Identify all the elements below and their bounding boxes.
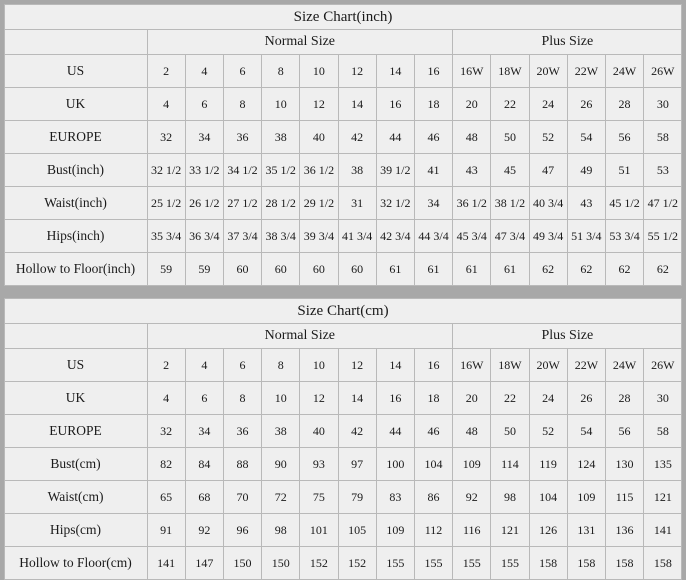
cell-value: 18 bbox=[414, 382, 452, 415]
cell-value: 4 bbox=[185, 349, 223, 382]
cell-value: 36 3/4 bbox=[185, 220, 223, 253]
cell-value: 70 bbox=[223, 481, 261, 514]
cell-value: 38 bbox=[262, 121, 300, 154]
cell-value: 51 3/4 bbox=[567, 220, 605, 253]
cell-value: 79 bbox=[338, 481, 376, 514]
chart-title-row bbox=[4, 5, 682, 30]
cell-value: 141 bbox=[644, 514, 682, 547]
cell-value: 10 bbox=[300, 349, 338, 382]
cell-value: 88 bbox=[223, 448, 261, 481]
row-label: Hollow to Floor(inch) bbox=[4, 253, 147, 286]
cell-value: 61 bbox=[491, 253, 529, 286]
cell-value: 121 bbox=[491, 514, 529, 547]
cell-value: 22W bbox=[567, 349, 605, 382]
cell-value: 36 1/2 bbox=[300, 154, 338, 187]
cell-value: 115 bbox=[605, 481, 643, 514]
cell-value: 56 bbox=[605, 415, 643, 448]
cell-value: 62 bbox=[567, 253, 605, 286]
cell-value: 31 bbox=[338, 187, 376, 220]
cell-value: 109 bbox=[376, 514, 414, 547]
cell-value: 26 bbox=[567, 382, 605, 415]
cell-value: 16 bbox=[376, 88, 414, 121]
cell-value: 32 bbox=[147, 415, 185, 448]
table-row bbox=[4, 514, 682, 547]
cell-value: 121 bbox=[644, 481, 682, 514]
cell-value: 62 bbox=[644, 253, 682, 286]
cell-value: 6 bbox=[223, 55, 261, 88]
cell-value: 59 bbox=[147, 253, 185, 286]
table-row bbox=[4, 220, 682, 253]
cell-value: 51 bbox=[605, 154, 643, 187]
cell-value: 16 bbox=[376, 382, 414, 415]
cell-value: 20W bbox=[529, 349, 567, 382]
table-row bbox=[4, 415, 682, 448]
cell-value: 101 bbox=[300, 514, 338, 547]
cell-value: 18W bbox=[491, 55, 529, 88]
cell-value: 44 bbox=[376, 121, 414, 154]
cell-value: 46 bbox=[414, 415, 452, 448]
cell-value: 62 bbox=[529, 253, 567, 286]
cell-value: 48 bbox=[453, 415, 491, 448]
chart-title: Size Chart(cm) bbox=[4, 299, 682, 324]
row-label: UK bbox=[4, 382, 147, 415]
cell-value: 91 bbox=[147, 514, 185, 547]
cell-value: 33 1/2 bbox=[185, 154, 223, 187]
cell-value: 141 bbox=[147, 547, 185, 580]
cell-value: 131 bbox=[567, 514, 605, 547]
chart-gap bbox=[0, 286, 686, 294]
cell-value: 44 3/4 bbox=[414, 220, 452, 253]
group-header-row bbox=[4, 30, 682, 55]
cell-value: 30 bbox=[644, 382, 682, 415]
cell-value: 24W bbox=[605, 349, 643, 382]
cell-value: 49 3/4 bbox=[529, 220, 567, 253]
cell-value: 49 bbox=[567, 154, 605, 187]
cell-value: 158 bbox=[644, 547, 682, 580]
cell-value: 105 bbox=[338, 514, 376, 547]
cell-value: 16W bbox=[453, 55, 491, 88]
cell-value: 34 bbox=[185, 415, 223, 448]
group-header-label: Normal Size bbox=[147, 30, 453, 55]
cell-value: 24W bbox=[605, 55, 643, 88]
cell-value: 28 1/2 bbox=[262, 187, 300, 220]
cell-value: 10 bbox=[300, 55, 338, 88]
cell-value: 150 bbox=[262, 547, 300, 580]
cell-value: 8 bbox=[223, 88, 261, 121]
cell-value: 18 bbox=[414, 88, 452, 121]
cell-value: 98 bbox=[262, 514, 300, 547]
cell-value: 25 1/2 bbox=[147, 187, 185, 220]
cell-value: 44 bbox=[376, 415, 414, 448]
cell-value: 54 bbox=[567, 415, 605, 448]
cell-value: 93 bbox=[300, 448, 338, 481]
cell-value: 109 bbox=[453, 448, 491, 481]
cell-value: 41 3/4 bbox=[338, 220, 376, 253]
cell-value: 119 bbox=[529, 448, 567, 481]
cell-value: 92 bbox=[185, 514, 223, 547]
cell-value: 56 bbox=[605, 121, 643, 154]
table-row bbox=[4, 481, 682, 514]
cell-value: 92 bbox=[453, 481, 491, 514]
cell-value: 48 bbox=[453, 121, 491, 154]
cell-value: 8 bbox=[262, 349, 300, 382]
cell-value: 60 bbox=[338, 253, 376, 286]
cell-value: 65 bbox=[147, 481, 185, 514]
cell-value: 26W bbox=[644, 55, 682, 88]
cell-value: 16 bbox=[414, 349, 452, 382]
cell-value: 42 bbox=[338, 121, 376, 154]
row-label: UK bbox=[4, 88, 147, 121]
cell-value: 52 bbox=[529, 415, 567, 448]
cell-value: 53 3/4 bbox=[605, 220, 643, 253]
cell-value: 27 1/2 bbox=[223, 187, 261, 220]
cell-value: 53 bbox=[644, 154, 682, 187]
cell-value: 60 bbox=[262, 253, 300, 286]
cell-value: 42 bbox=[338, 415, 376, 448]
cell-value: 104 bbox=[529, 481, 567, 514]
row-label: EUROPE bbox=[4, 121, 147, 154]
cell-value: 61 bbox=[376, 253, 414, 286]
table-row bbox=[4, 88, 682, 121]
row-label: Hips(inch) bbox=[4, 220, 147, 253]
row-label: Hollow to Floor(cm) bbox=[4, 547, 147, 580]
cell-value: 20W bbox=[529, 55, 567, 88]
cell-value: 16W bbox=[453, 349, 491, 382]
cell-value: 36 1/2 bbox=[453, 187, 491, 220]
cell-value: 22 bbox=[491, 88, 529, 121]
cell-value: 50 bbox=[491, 415, 529, 448]
cell-value: 12 bbox=[338, 349, 376, 382]
cell-value: 12 bbox=[338, 55, 376, 88]
cell-value: 34 bbox=[414, 187, 452, 220]
size-chart-table bbox=[4, 4, 683, 286]
cell-value: 34 1/2 bbox=[223, 154, 261, 187]
cell-value: 158 bbox=[605, 547, 643, 580]
cell-value: 42 3/4 bbox=[376, 220, 414, 253]
table-row bbox=[4, 253, 682, 286]
cell-value: 84 bbox=[185, 448, 223, 481]
cell-value: 68 bbox=[185, 481, 223, 514]
cell-value: 135 bbox=[644, 448, 682, 481]
cell-value: 96 bbox=[223, 514, 261, 547]
row-label: Bust(cm) bbox=[4, 448, 147, 481]
cell-value: 54 bbox=[567, 121, 605, 154]
table-row bbox=[4, 154, 682, 187]
cell-value: 14 bbox=[376, 349, 414, 382]
cell-value: 41 bbox=[414, 154, 452, 187]
group-header-blank bbox=[4, 324, 147, 349]
cell-value: 60 bbox=[300, 253, 338, 286]
cell-value: 35 1/2 bbox=[262, 154, 300, 187]
cell-value: 45 1/2 bbox=[605, 187, 643, 220]
cell-value: 28 bbox=[605, 88, 643, 121]
table-row bbox=[4, 55, 682, 88]
cell-value: 130 bbox=[605, 448, 643, 481]
table-row bbox=[4, 382, 682, 415]
cell-value: 150 bbox=[223, 547, 261, 580]
cell-value: 82 bbox=[147, 448, 185, 481]
group-header-row bbox=[4, 324, 682, 349]
row-label: Waist(inch) bbox=[4, 187, 147, 220]
cell-value: 12 bbox=[300, 88, 338, 121]
cell-value: 20 bbox=[453, 382, 491, 415]
cell-value: 2 bbox=[147, 55, 185, 88]
cell-value: 58 bbox=[644, 415, 682, 448]
cell-value: 158 bbox=[567, 547, 605, 580]
cell-value: 155 bbox=[376, 547, 414, 580]
row-label: Hips(cm) bbox=[4, 514, 147, 547]
cell-value: 22 bbox=[491, 382, 529, 415]
cell-value: 26 1/2 bbox=[185, 187, 223, 220]
cell-value: 155 bbox=[414, 547, 452, 580]
group-header-label: Plus Size bbox=[453, 30, 682, 55]
cell-value: 24 bbox=[529, 382, 567, 415]
cell-value: 36 bbox=[223, 121, 261, 154]
cell-value: 20 bbox=[453, 88, 491, 121]
chart-title-row bbox=[4, 299, 682, 324]
cell-value: 109 bbox=[567, 481, 605, 514]
cell-value: 45 bbox=[491, 154, 529, 187]
cell-value: 152 bbox=[300, 547, 338, 580]
cell-value: 61 bbox=[414, 253, 452, 286]
cell-value: 43 bbox=[453, 154, 491, 187]
cell-value: 36 bbox=[223, 415, 261, 448]
cell-value: 39 3/4 bbox=[300, 220, 338, 253]
cell-value: 38 bbox=[262, 415, 300, 448]
cell-value: 126 bbox=[529, 514, 567, 547]
cell-value: 97 bbox=[338, 448, 376, 481]
cell-value: 59 bbox=[185, 253, 223, 286]
cell-value: 30 bbox=[644, 88, 682, 121]
cell-value: 58 bbox=[644, 121, 682, 154]
cell-value: 34 bbox=[185, 121, 223, 154]
cell-value: 10 bbox=[262, 382, 300, 415]
table-row bbox=[4, 187, 682, 220]
cell-value: 47 bbox=[529, 154, 567, 187]
cell-value: 116 bbox=[453, 514, 491, 547]
cell-value: 83 bbox=[376, 481, 414, 514]
cell-value: 55 1/2 bbox=[644, 220, 682, 253]
cell-value: 6 bbox=[185, 88, 223, 121]
row-label: EUROPE bbox=[4, 415, 147, 448]
cell-value: 28 bbox=[605, 382, 643, 415]
cell-value: 47 1/2 bbox=[644, 187, 682, 220]
cell-value: 39 1/2 bbox=[376, 154, 414, 187]
cell-value: 104 bbox=[414, 448, 452, 481]
cell-value: 40 3/4 bbox=[529, 187, 567, 220]
cell-value: 6 bbox=[185, 382, 223, 415]
table-row bbox=[4, 349, 682, 382]
cell-value: 38 bbox=[338, 154, 376, 187]
cell-value: 46 bbox=[414, 121, 452, 154]
cell-value: 14 bbox=[338, 382, 376, 415]
size-charts-container bbox=[0, 4, 686, 580]
cell-value: 2 bbox=[147, 349, 185, 382]
size-chart-page bbox=[0, 4, 686, 580]
cell-value: 22W bbox=[567, 55, 605, 88]
cell-value: 40 bbox=[300, 415, 338, 448]
cell-value: 32 1/2 bbox=[376, 187, 414, 220]
table-row bbox=[4, 547, 682, 580]
cell-value: 4 bbox=[147, 88, 185, 121]
cell-value: 100 bbox=[376, 448, 414, 481]
cell-value: 114 bbox=[491, 448, 529, 481]
cell-value: 152 bbox=[338, 547, 376, 580]
cell-value: 6 bbox=[223, 349, 261, 382]
cell-value: 26W bbox=[644, 349, 682, 382]
cell-value: 32 bbox=[147, 121, 185, 154]
cell-value: 60 bbox=[223, 253, 261, 286]
cell-value: 155 bbox=[453, 547, 491, 580]
cell-value: 147 bbox=[185, 547, 223, 580]
cell-value: 29 1/2 bbox=[300, 187, 338, 220]
cell-value: 4 bbox=[147, 382, 185, 415]
row-label: Bust(inch) bbox=[4, 154, 147, 187]
cell-value: 14 bbox=[338, 88, 376, 121]
cell-value: 124 bbox=[567, 448, 605, 481]
cell-value: 40 bbox=[300, 121, 338, 154]
cell-value: 43 bbox=[567, 187, 605, 220]
cell-value: 24 bbox=[529, 88, 567, 121]
cell-value: 16 bbox=[414, 55, 452, 88]
cell-value: 8 bbox=[223, 382, 261, 415]
cell-value: 47 3/4 bbox=[491, 220, 529, 253]
cell-value: 90 bbox=[262, 448, 300, 481]
table-row bbox=[4, 448, 682, 481]
cell-value: 4 bbox=[185, 55, 223, 88]
cell-value: 37 3/4 bbox=[223, 220, 261, 253]
group-header-blank bbox=[4, 30, 147, 55]
chart-title: Size Chart(inch) bbox=[4, 5, 682, 30]
cell-value: 10 bbox=[262, 88, 300, 121]
cell-value: 72 bbox=[262, 481, 300, 514]
cell-value: 75 bbox=[300, 481, 338, 514]
cell-value: 52 bbox=[529, 121, 567, 154]
cell-value: 26 bbox=[567, 88, 605, 121]
cell-value: 86 bbox=[414, 481, 452, 514]
cell-value: 136 bbox=[605, 514, 643, 547]
cell-value: 18W bbox=[491, 349, 529, 382]
cell-value: 14 bbox=[376, 55, 414, 88]
group-header-label: Normal Size bbox=[147, 324, 453, 349]
cell-value: 158 bbox=[529, 547, 567, 580]
row-label: US bbox=[4, 349, 147, 382]
cell-value: 38 3/4 bbox=[262, 220, 300, 253]
size-chart-table bbox=[4, 298, 683, 580]
cell-value: 45 3/4 bbox=[453, 220, 491, 253]
cell-value: 50 bbox=[491, 121, 529, 154]
group-header-label: Plus Size bbox=[453, 324, 682, 349]
cell-value: 62 bbox=[605, 253, 643, 286]
table-row bbox=[4, 121, 682, 154]
cell-value: 155 bbox=[491, 547, 529, 580]
cell-value: 35 3/4 bbox=[147, 220, 185, 253]
cell-value: 112 bbox=[414, 514, 452, 547]
cell-value: 98 bbox=[491, 481, 529, 514]
cell-value: 12 bbox=[300, 382, 338, 415]
row-label: Waist(cm) bbox=[4, 481, 147, 514]
cell-value: 32 1/2 bbox=[147, 154, 185, 187]
row-label: US bbox=[4, 55, 147, 88]
cell-value: 61 bbox=[453, 253, 491, 286]
cell-value: 38 1/2 bbox=[491, 187, 529, 220]
cell-value: 8 bbox=[262, 55, 300, 88]
